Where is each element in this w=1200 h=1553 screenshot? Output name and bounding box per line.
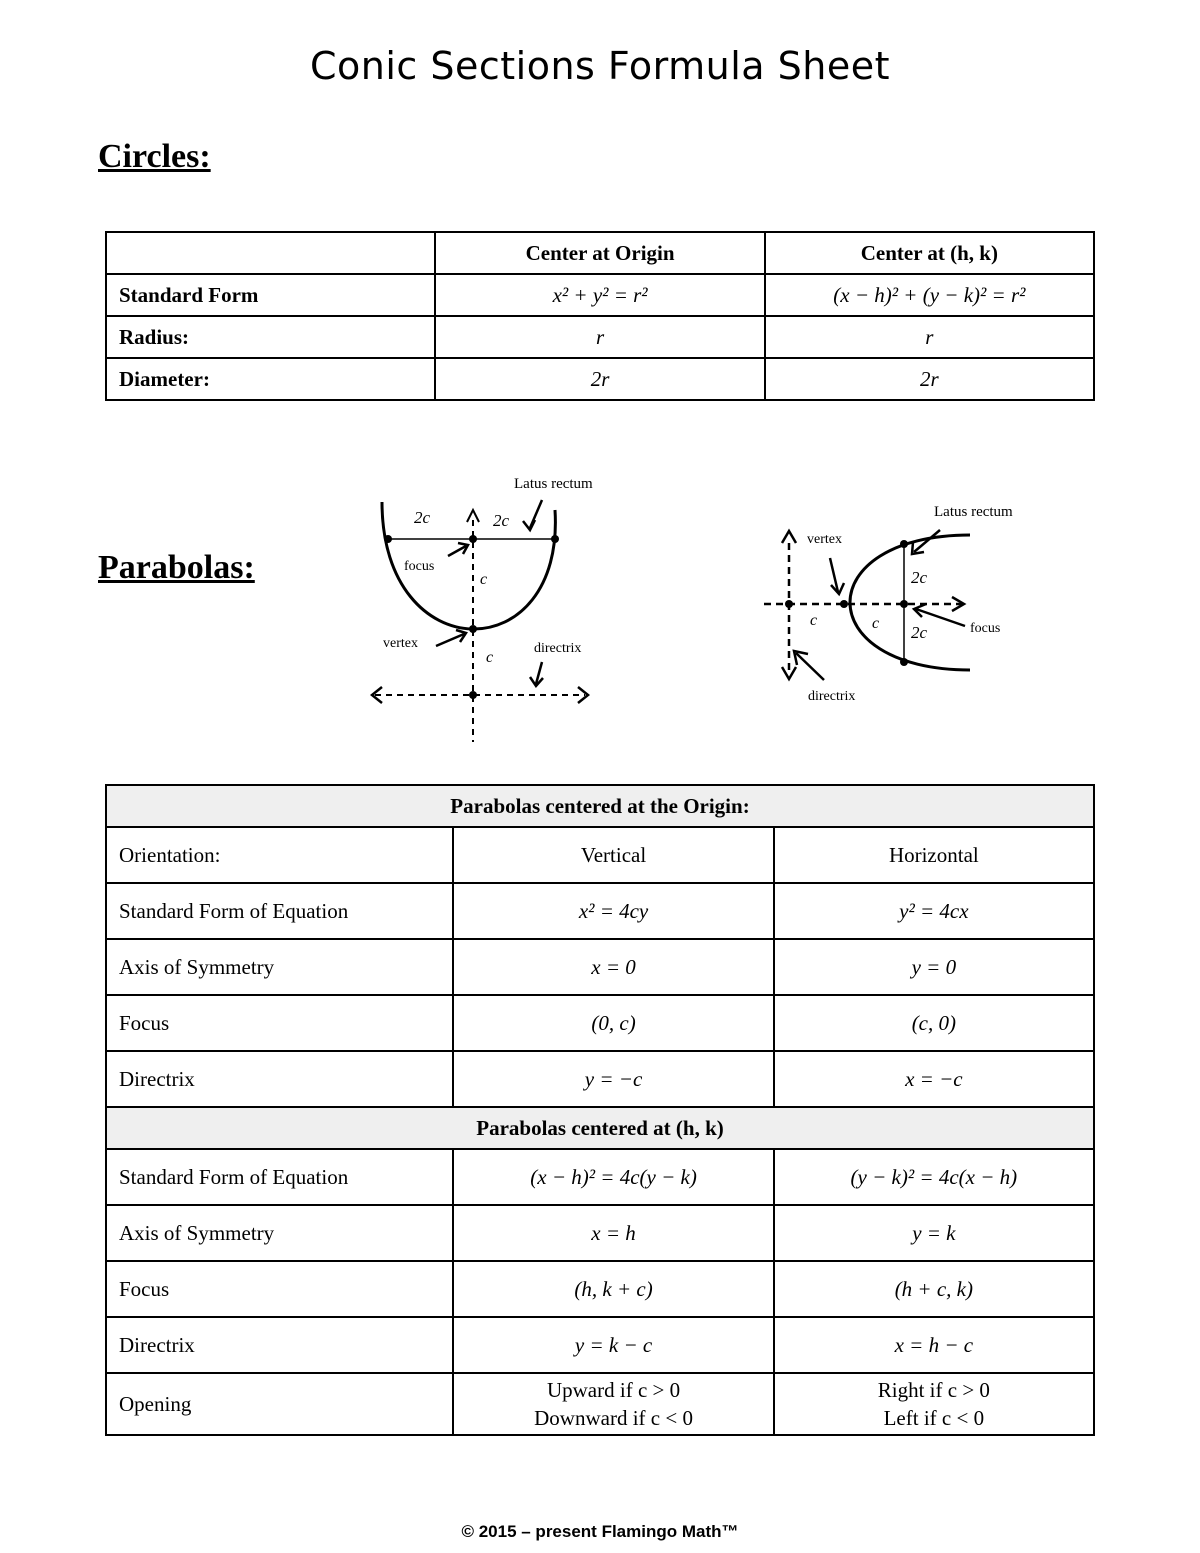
latus-pointer-head: [523, 520, 535, 530]
two-c-left-label: 2c: [414, 508, 431, 527]
focus-point: [900, 600, 908, 608]
formula-cell: x = −c: [774, 1051, 1094, 1107]
vertex-point: [469, 625, 477, 633]
orientation-horizontal: Horizontal: [774, 827, 1094, 883]
vertex-pointer: [436, 634, 464, 646]
table-row: [106, 1149, 1094, 1205]
column-header-hk: Center at (h, k): [765, 232, 1094, 274]
row-label: Focus: [106, 995, 453, 1051]
directrix-up-arrowhead: [782, 531, 796, 543]
row-label: Opening: [106, 1373, 453, 1435]
row-label: Standard Form of Equation: [106, 883, 453, 939]
circles-heading: Circles:: [98, 138, 211, 175]
vertex-label: vertex: [383, 636, 418, 651]
c-lower-label: c: [486, 649, 494, 666]
row-label: Axis of Symmetry: [106, 939, 453, 995]
formula-cell: 2r: [435, 358, 764, 400]
table-row: [106, 1051, 1094, 1107]
two-c-upper-label: 2c: [911, 568, 928, 587]
table-row: [106, 995, 1094, 1051]
origin-band-header: Parabolas centered at the Origin:: [106, 785, 1094, 827]
opening-downward-text: Downward if c < 0: [534, 1406, 693, 1430]
formula-cell: (c, 0): [774, 995, 1094, 1051]
c-upper-label: c: [480, 571, 488, 588]
formula-cell: r: [435, 316, 764, 358]
latus-rectum-label: Latus rectum: [934, 504, 1013, 520]
opening-vertical-cell: [453, 1373, 773, 1435]
latus-rectum-label: Latus rectum: [514, 476, 593, 492]
directrix-point: [785, 600, 793, 608]
two-c-right-label: 2c: [493, 511, 510, 530]
formula-cell: y = k − c: [453, 1317, 773, 1373]
formula-cell: r: [765, 316, 1094, 358]
formula-cell: x = h − c: [774, 1317, 1094, 1373]
focus-point: [469, 535, 477, 543]
parabolas-table: [105, 784, 1095, 1436]
row-label: Diameter:: [106, 358, 435, 400]
row-label: Standard Form of Equation: [106, 1149, 453, 1205]
circles-table: [105, 231, 1095, 401]
directrix-right-arrowhead: [578, 687, 588, 703]
table-row: [106, 1261, 1094, 1317]
table-row: [106, 939, 1094, 995]
opening-upward-text: Upward if c > 0: [546, 1378, 681, 1402]
row-label: Directrix: [106, 1051, 453, 1107]
opening-horizontal-cell: [774, 1373, 1094, 1435]
formula-cell: x = 0: [453, 939, 773, 995]
formula-cell: (y − k)² = 4c(x − h): [774, 1149, 1094, 1205]
c-left-label: c: [810, 612, 818, 629]
table-row: [106, 274, 1094, 316]
column-header-origin: Center at Origin: [435, 232, 764, 274]
focus-label: focus: [404, 559, 435, 574]
footer-copyright: © 2015 – present Flamingo Math™: [461, 1522, 739, 1541]
focus-label: focus: [970, 621, 1001, 636]
row-label: Orientation:: [106, 827, 453, 883]
table-row: [106, 883, 1094, 939]
directrix-pointer: [796, 653, 824, 680]
table-row: [106, 1205, 1094, 1261]
vertical-parabola-diagram: [360, 470, 620, 750]
formula-cell: x² + y² = r²: [435, 274, 764, 316]
directrix-label: directrix: [534, 641, 582, 656]
formula-cell: y = 0: [774, 939, 1094, 995]
row-label: Axis of Symmetry: [106, 1205, 453, 1261]
row-label: Directrix: [106, 1317, 453, 1373]
hk-band-header: Parabolas centered at (h, k): [106, 1107, 1094, 1149]
opening-left-text: Left if c < 0: [883, 1406, 985, 1430]
table-row: [106, 827, 1094, 883]
formula-cell: x² = 4cy: [453, 883, 773, 939]
opening-right-text: Right if c > 0: [877, 1378, 990, 1402]
table-row: [106, 785, 1094, 827]
parabola-curve: [850, 535, 970, 670]
table-row: [106, 1373, 1094, 1435]
table-cell-empty: [106, 232, 435, 274]
vertex-point: [840, 600, 848, 608]
row-label: Radius:: [106, 316, 435, 358]
formula-cell: y² = 4cx: [774, 883, 1094, 939]
orientation-vertical: Vertical: [453, 827, 773, 883]
c-right-label: c: [872, 615, 880, 632]
table-row: [106, 232, 1094, 274]
formula-cell: (h + c, k): [774, 1261, 1094, 1317]
formula-cell: (h, k + c): [453, 1261, 773, 1317]
row-label: Focus: [106, 1261, 453, 1317]
vertex-label: vertex: [807, 532, 842, 547]
latus-left-point: [384, 535, 392, 543]
latus-upper-point: [900, 540, 908, 548]
two-c-lower-label: 2c: [911, 623, 928, 642]
directrix-point: [469, 691, 477, 699]
row-label: Standard Form: [106, 274, 435, 316]
table-row: [106, 1107, 1094, 1149]
horizontal-parabola-diagram: [750, 495, 1050, 715]
table-row: [106, 1317, 1094, 1373]
formula-cell: (0, c): [453, 995, 773, 1051]
table-row: [106, 316, 1094, 358]
directrix-label: directrix: [808, 689, 856, 704]
formula-cell: (x − h)² + (y − k)² = r²: [765, 274, 1094, 316]
table-row: [106, 358, 1094, 400]
formula-cell: 2r: [765, 358, 1094, 400]
formula-cell: x = h: [453, 1205, 773, 1261]
parabolas-heading: Parabolas:: [98, 549, 255, 586]
formula-cell: y = k: [774, 1205, 1094, 1261]
formula-cell: (x − h)² = 4c(y − k): [453, 1149, 773, 1205]
formula-cell: y = −c: [453, 1051, 773, 1107]
latus-right-point: [551, 535, 559, 543]
page-title: Conic Sections Formula Sheet: [309, 44, 891, 88]
latus-lower-point: [900, 658, 908, 666]
